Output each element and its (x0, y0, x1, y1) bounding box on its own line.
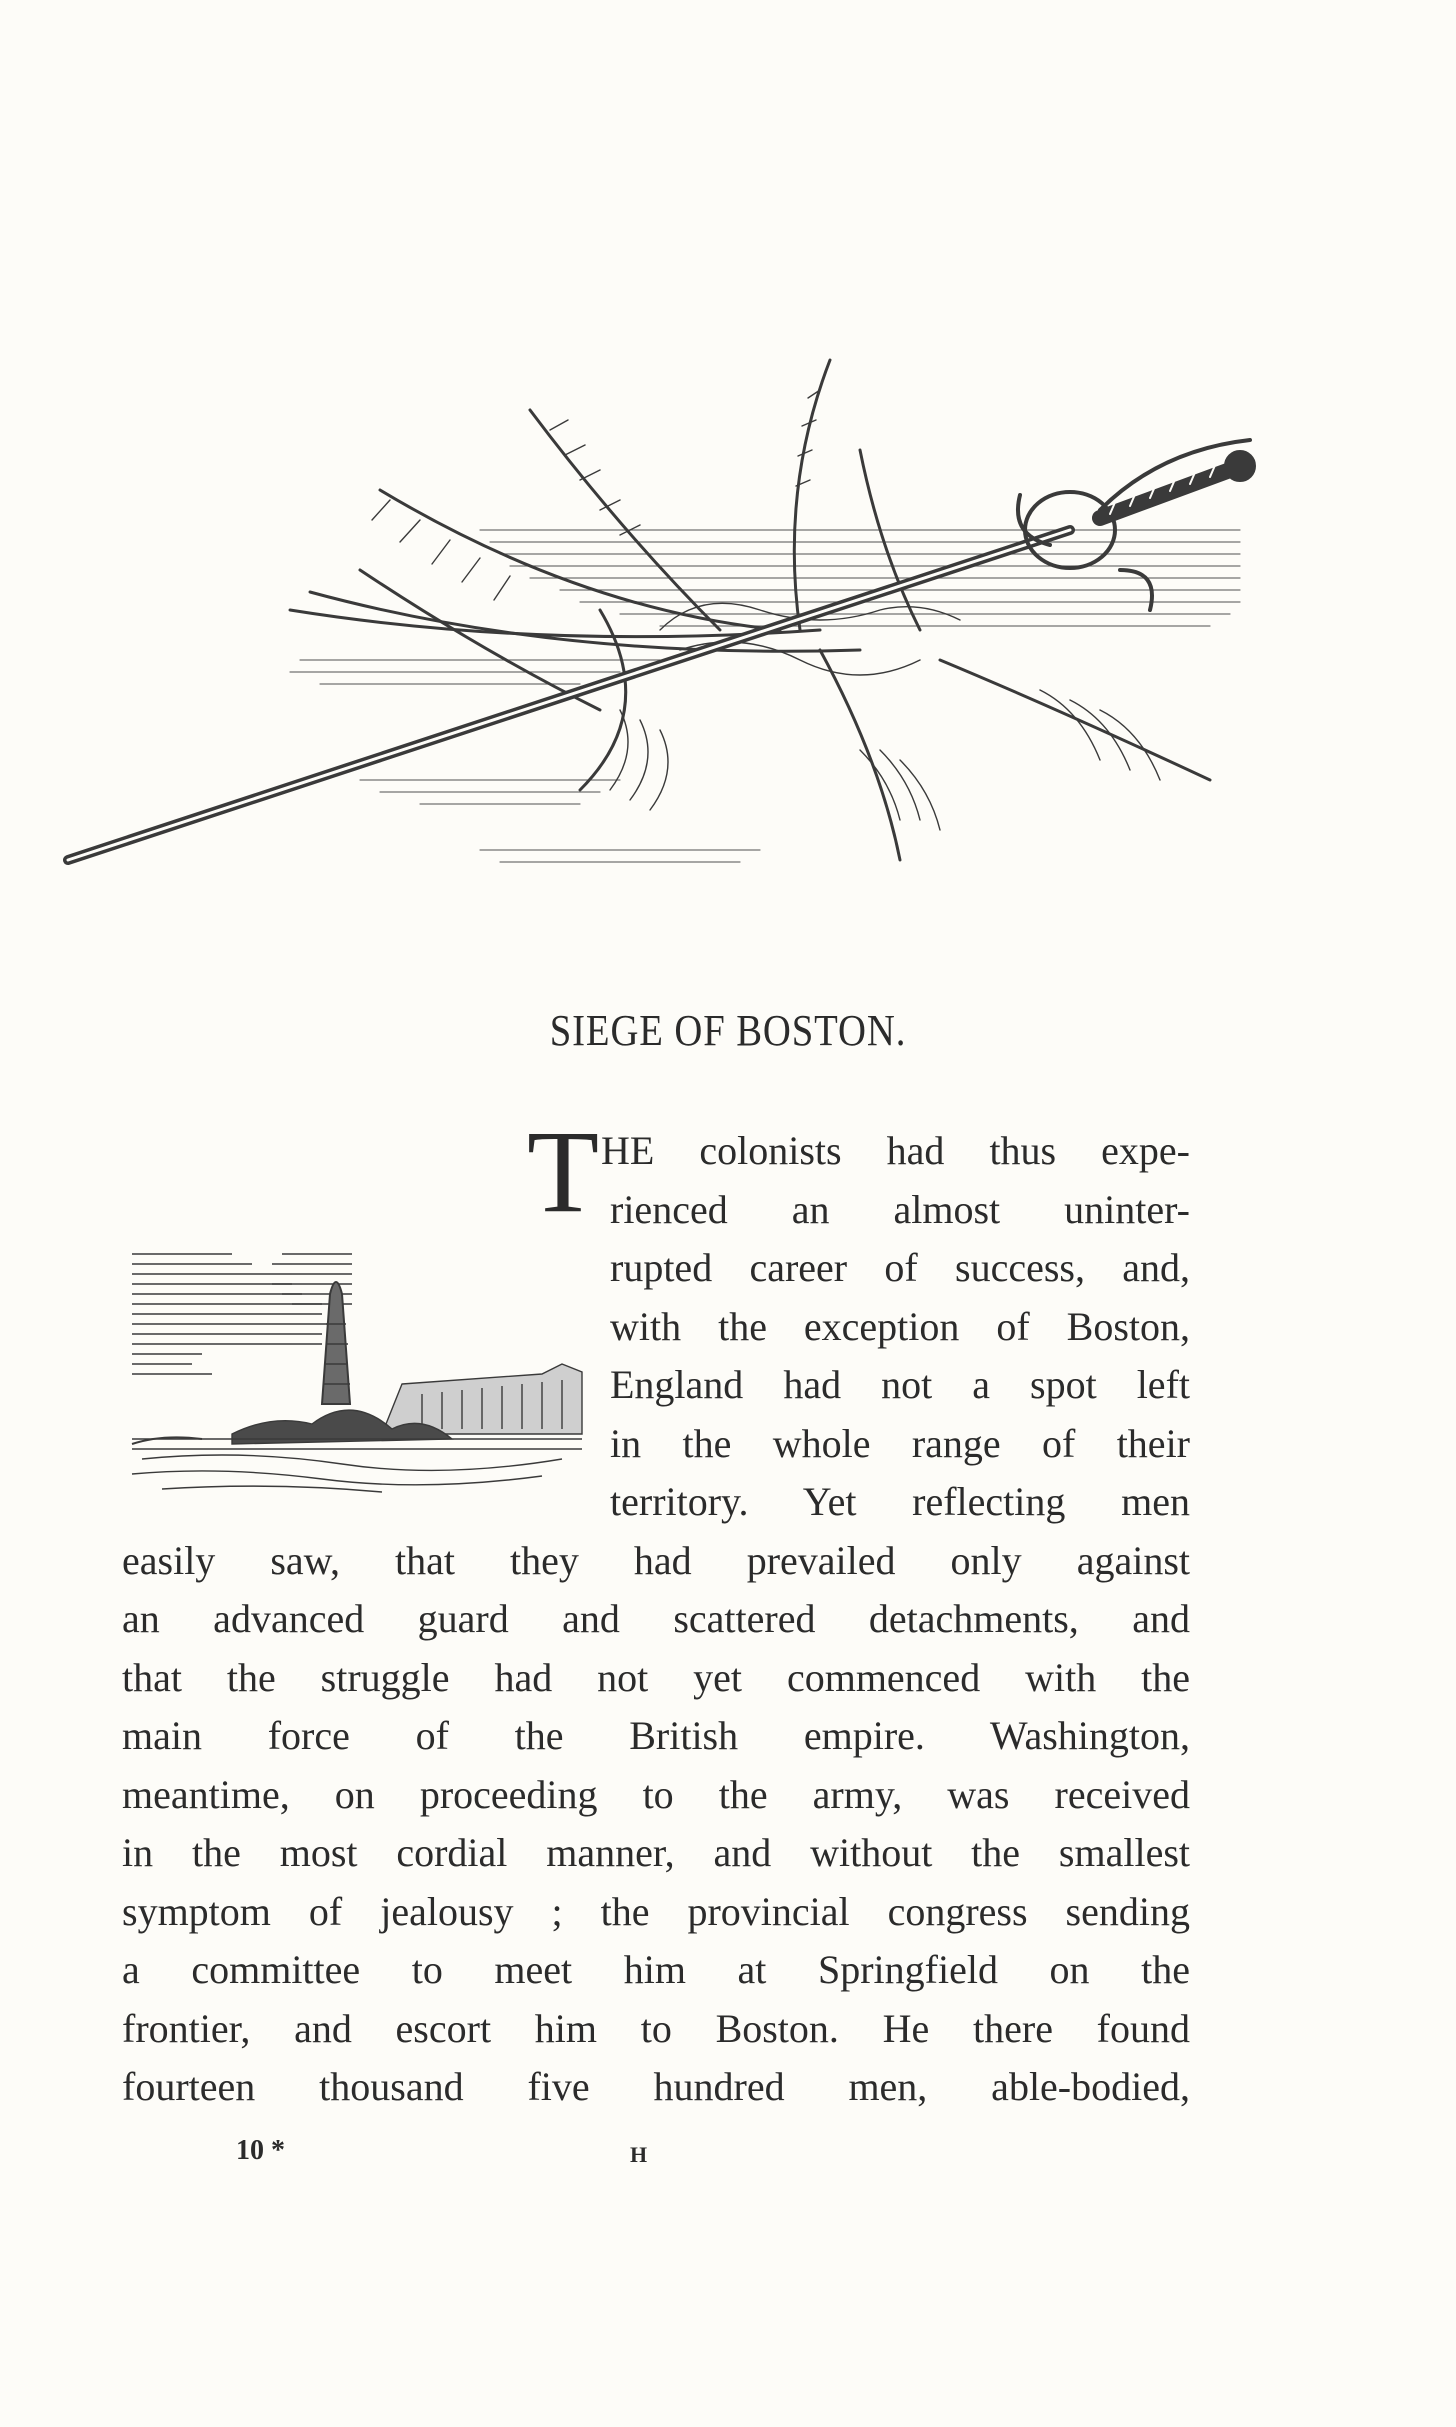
text-line: with the exception of Boston, (610, 1303, 1190, 1349)
body-text (122, 1106, 1190, 2117)
text-line: fourteen thousand five hundred men, able-bodied, (122, 2064, 1190, 2109)
chapter-title: SIEGE OF BOSTON. (549, 1006, 907, 1055)
text-line: HE colonists had thus expe- (601, 1128, 1190, 1173)
sword-and-quills-engraving (60, 330, 1300, 890)
gathering-letter: H (630, 2142, 648, 2167)
text-line: rupted career of success, and, (610, 1245, 1190, 1290)
text-line: territory. Yet reflecting men (610, 1479, 1190, 1524)
text-line: in the most cordial manner, and without the smallest (122, 1830, 1190, 1875)
drop-cap-initial: T (527, 1106, 600, 1237)
text-line: England had not a spot left (610, 1362, 1190, 1407)
text-line: easily saw, that they had prevailed only against (122, 1537, 1190, 1583)
lighthouse-coast-vignette (122, 1234, 592, 1504)
text-line: meantime, on proceeding to the army, was received (122, 1771, 1190, 1817)
text-line: main force of the British empire. Washington, (122, 1713, 1190, 1758)
text-line: frontier, and escort him to Boston. He there found (122, 2005, 1190, 2051)
text-line: a committee to meet him at Springfield on the (122, 1947, 1190, 1992)
text-line: rienced an almost uninter- (610, 1186, 1190, 1232)
text-line: an advanced guard and scattered detachments, and (122, 1596, 1190, 1641)
text-line: symptom of jealousy ; the provincial congress sending (122, 1888, 1190, 1934)
text-line: in the whole range of their (610, 1420, 1190, 1466)
text-line: that the struggle had not yet commenced with the (122, 1654, 1190, 1700)
signature-mark: 10 * (236, 2135, 285, 2166)
